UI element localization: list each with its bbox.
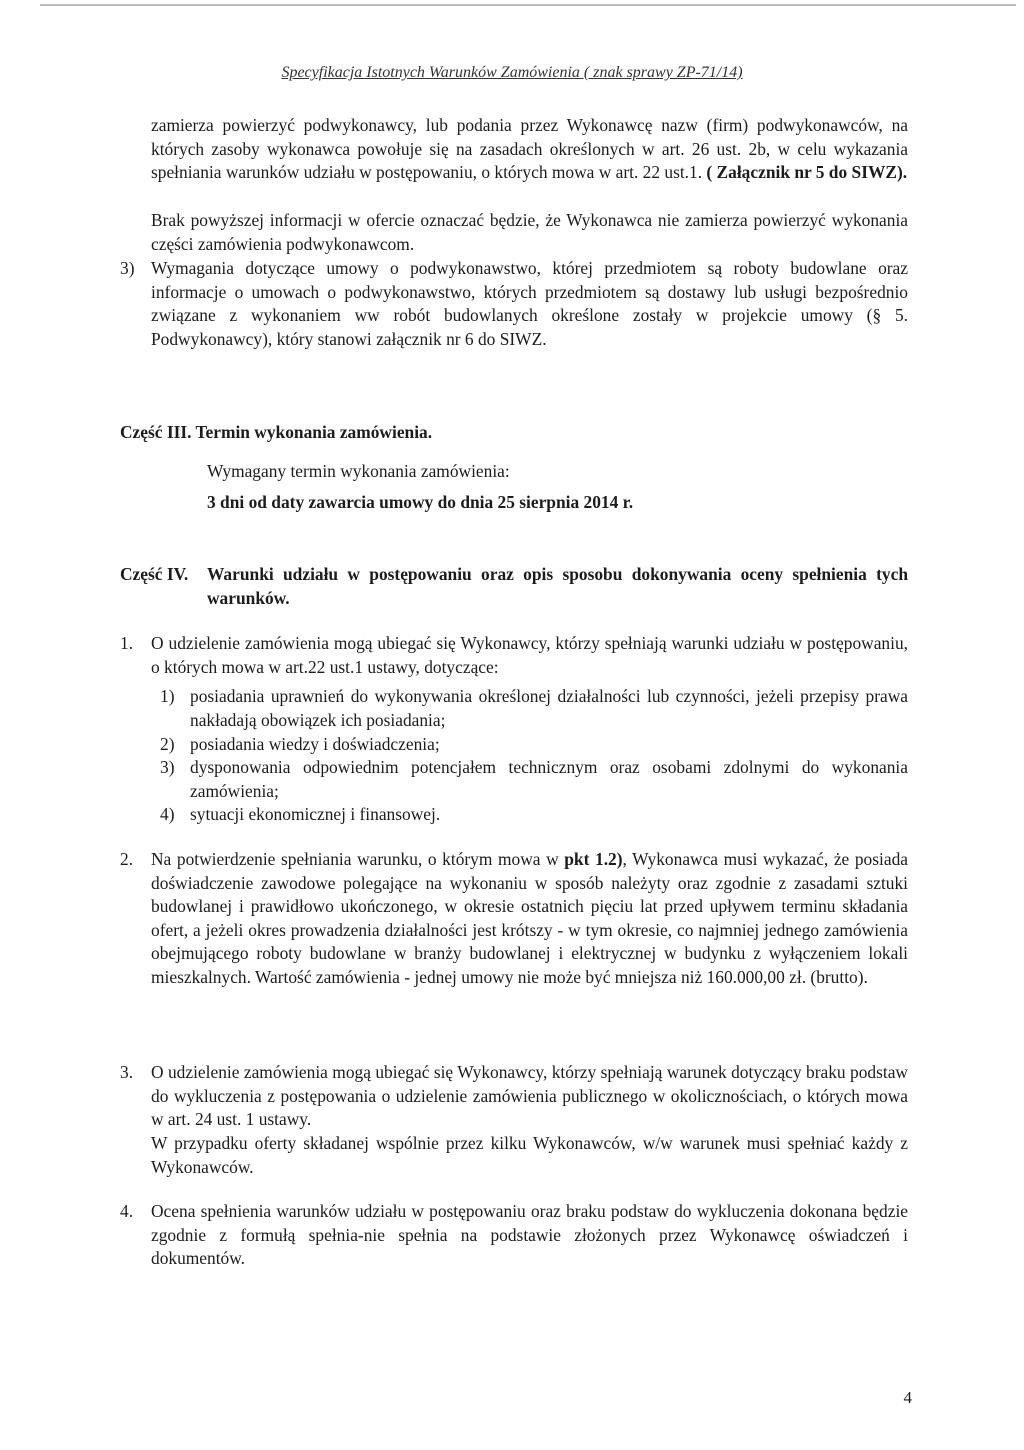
sub-item-4-text: sytuacji ekonomicznej i finansowej.	[190, 804, 441, 824]
point-3-number: 3.	[120, 1062, 134, 1082]
point-1-text: O udzielenie zamówienia mogą ubiegać się Wykonawcy, którzy spełniają warunki udziału w postępowaniu, o których mowa w art.22 ust.1 ustawy, dotyczące:	[151, 633, 908, 677]
intro-note: Brak powyższej informacji w ofercie oznaczać będzie, że Wykonawca nie zamierza powierzyć wykonania części zamówienia podwykonawcom.	[151, 210, 908, 254]
point-2-text	[151, 848, 908, 990]
point-2-text-start: Na potwierdzenie spełniania warunku, o którym mowa w	[151, 849, 565, 869]
point-3-extra: W przypadku oferty składanej wspólnie przez kilku Wykonawców, w/w warunek musi spełniać każdy z Wykonawców.	[151, 1133, 908, 1177]
item-3-text: Wymagania dotyczące umowy o podwykonawstwo, której przedmiotem są roboty budowlane oraz informacje o umowach o podwykonawstwo, których przedmiotem są dostawy lub usługi bezpośrednio związane z wykonaniem ww robót budowlanych określone zostały w projekcie umowy (§ 5. Podwykonawcy), który stanowi załącznik nr 6 do SIWZ.	[151, 258, 908, 349]
point-2-number: 2.	[120, 849, 134, 869]
part-3-line1: Wymagany termin wykonania zamówienia:	[207, 461, 510, 481]
sub-item-1-text: posiadania uprawnień do wykonywania określonej działalności lub czynności, jeżeli przepisy prawa nakładają obowiązek ich posiadania;	[190, 686, 908, 730]
point-1-number: 1.	[120, 633, 134, 653]
page-number: 4	[903, 1388, 912, 1407]
top-rule	[40, 4, 1016, 6]
intro-text: zamierza powierzyć podwykonawcy, lub podania przez Wykonawcę nazw (firm) podwykonawców, na których zasoby wykonawca powołuje się na zasadach określonych w art. 26 ust. 2b, w celu wykazania spełniania warunków udziału w postępowaniu, o których mowa w art. 22 ust.1.	[151, 115, 908, 183]
point-4-text: Ocena spełnienia warunków udziału w postępowaniu oraz braku podstaw do wykluczenia dokonana będzie zgodnie z formułą spełnia-nie spełnia na podstawie złożonych przez Wykonawcę oświadczeń i dokumentów.	[151, 1201, 908, 1269]
sub-item-4-number: 4)	[160, 804, 175, 824]
sub-item-3-number: 3)	[160, 757, 175, 777]
intro-paragraph	[151, 114, 908, 185]
point-2-reference: pkt 1.2)	[564, 849, 623, 869]
part-4-label: Część IV.	[120, 564, 189, 584]
annex-reference: ( Załącznik nr 5 do SIWZ).	[706, 162, 908, 183]
document-header: Specyfikacja Istotnych Warunków Zamówienia ( znak sprawy ZP-71/14)	[281, 64, 743, 81]
point-3-text: O udzielenie zamówienia mogą ubiegać się Wykonawcy, którzy spełniają warunek dotyczący braku podstaw do wykluczenia z postępowania o udzielenie zamówienia publicznego w okolicznościach, o których mowa w art. 24 ust. 1 ustawy.	[151, 1062, 908, 1130]
point-4-number: 4.	[120, 1201, 134, 1221]
sub-item-3-text: dysponowania odpowiednim potencjałem technicznym oraz osobami zdolnymi do wykonania zamówienia;	[190, 757, 908, 801]
part-3-heading: Część III. Termin wykonania zamówienia.	[120, 422, 433, 442]
part-4-title: Warunki udziału w postępowaniu oraz opis sposobu dokonywania oceny spełnienia tych warunków.	[207, 564, 908, 608]
sub-item-1-number: 1)	[160, 686, 175, 706]
point-2-text-end: , Wykonawca musi wykazać, że posiada doświadczenie zawodowe polegające na wykonaniu w sposób należyty oraz zgodnie z zasadami sztuki budowlanej i prawidłowo ukończonego, w okresie ostatnich pięciu lat przed upływem terminu składania ofert, a jeżeli okres prowadzenia działalności jest krótszy - w tym okresie, co najmniej jednego zamówienia obejmującego roboty budowlane w branży budowlanej i elektrycznej w budynku z wyłączeniem lokali mieszkalnych. Wartość zamówienia - jednej umowy nie może być mniejsza niż 160.000,00 zł. (brutto).	[151, 849, 908, 987]
item-3-number: 3)	[120, 258, 135, 278]
sub-item-2-text: posiadania wiedzy i doświadczenia;	[190, 734, 440, 754]
sub-item-2-number: 2)	[160, 734, 175, 754]
part-3-deadline: 3 dni od daty zawarcia umowy do dnia 25 sierpnia 2014 r.	[207, 492, 634, 512]
